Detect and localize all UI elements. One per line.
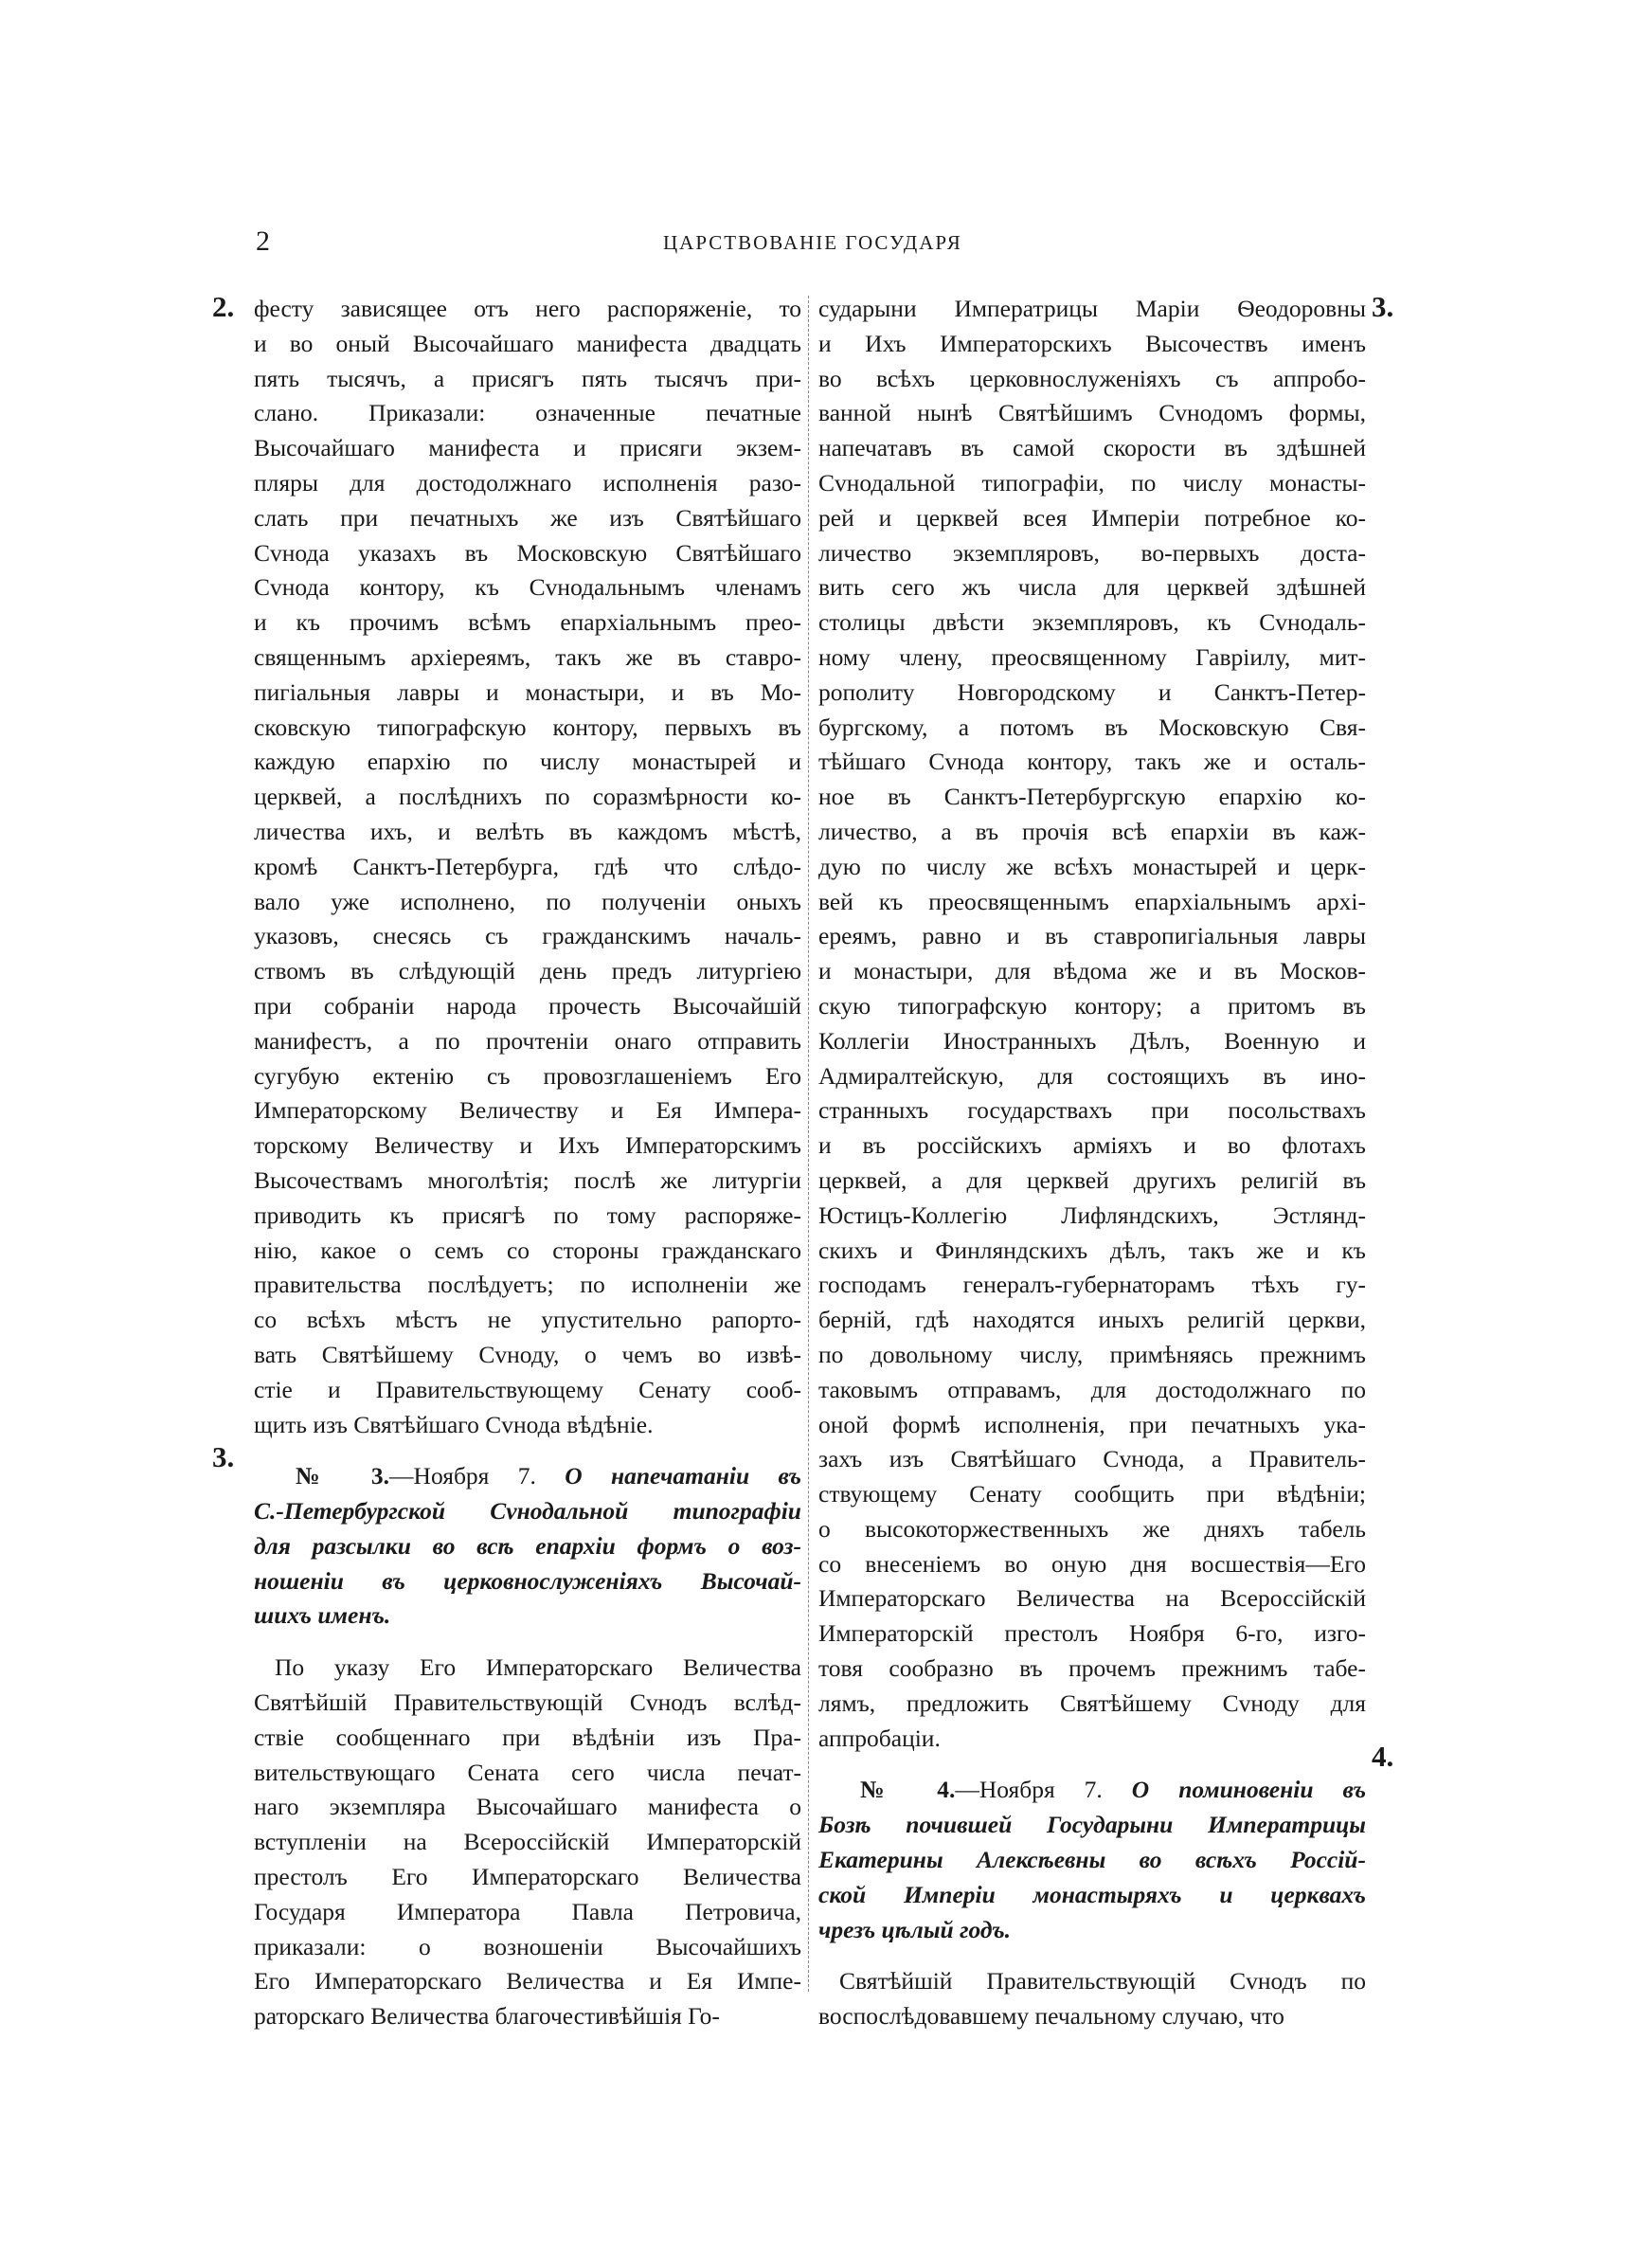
margin-number-right-3: 3. [1372, 290, 1394, 323]
text-line: престолъ Его Императорскаго Величества [254, 1863, 801, 1891]
text-line: вить сего жъ числа для церквей здѣшней [818, 573, 1366, 602]
text-line: фесту зависящее отъ него распоряженіе, то [254, 295, 801, 322]
text-line: Его Императорскаго Величества и Ея Импе- [254, 1967, 801, 1995]
text-line: рополиту Новгородскому и Санктъ-Петер- [818, 677, 1366, 706]
running-head: ЦАРСТВОВАНІЕ ГОСУДАРЯ [663, 231, 962, 254]
text-line: со внесеніемъ во оную дня восшествія—Его [818, 1549, 1366, 1578]
text-line: ванной нынѣ Святѣйшимъ Сvнодомъ формы, [818, 399, 1366, 427]
text-line: о высокоторжественныхъ же дняхъ табель [818, 1514, 1366, 1543]
text-line: слано. Приказали: означенные печатные [254, 399, 801, 427]
text-line: манифестъ, а по прочтеніи онаго отправить [254, 1026, 801, 1055]
text-line: Высочайшаго манифеста и присяги экзем- [254, 434, 801, 462]
text-line: пигіальныя лавры и монастыри, и въ Мо- [254, 677, 801, 706]
heading-line [254, 1529, 801, 1564]
text-line: рей и церквей всея Имперіи потребное ко- [818, 503, 1366, 532]
text-line: сударыни Императрицы Маріи Ѳеодоровны [818, 295, 1366, 322]
document-title: шихъ именъ. [254, 1601, 391, 1630]
text-line: приказали: о возношеніи Высочайшихъ [254, 1932, 801, 1960]
text-line: Юстицъ-Коллегію Лифляндскихъ, Эстлянд- [818, 1201, 1366, 1229]
text-line: ствомъ въ слѣдующій день предъ литургіею [254, 957, 801, 985]
text-line: вей къ преосвященнымъ епархіальнымъ архі- [818, 887, 1366, 915]
text-line: дую по числу же всѣхъ монастырей и церк- [818, 852, 1366, 880]
text-line: оной формѣ исполненія, при печатныхъ ука- [818, 1410, 1366, 1438]
document-title: О поминовеніи въ [1131, 1776, 1367, 1804]
text-line: щить изъ Святѣйшаго Сvнода вѣдѣніе. [254, 1410, 654, 1438]
text-line: Государя Императора Павла Петровича, [254, 1897, 801, 1925]
text-line: ереямъ, равно и въ ставропигіальныя лавры [818, 922, 1366, 950]
text-line: ствующему Сенату сообщить при вѣдѣніи; [818, 1480, 1366, 1508]
text-line: Сvнода указахъ въ Московскую Святѣйшаго [254, 538, 801, 567]
left-paragraph-continuation [254, 292, 801, 1442]
text-line: стіе и Правительствующему Сенату сооб- [254, 1375, 801, 1403]
text-line: священнымъ архіереямъ, такъ же въ ставро- [254, 642, 801, 671]
text-line: торскому Величеству и Ихъ Императорскимъ [254, 1131, 801, 1160]
text-line: ствіе сообщеннаго при вѣдѣніи изъ Пра- [254, 1723, 801, 1751]
heading-line [254, 1598, 801, 1634]
text-line: вать Святѣйшему Сvноду, о чемъ во извѣ- [254, 1340, 801, 1368]
text-line: и къ прочимъ всѣмъ епархіальнымъ прео- [254, 608, 801, 637]
text-line: ное въ Санктъ-Петербургскую епархію ко- [818, 783, 1366, 811]
document-title: для разсылки во всѣ епархіи формъ о воз- [254, 1531, 801, 1560]
text-line: тѣйшаго Сvнода контору, такъ же и осталь- [818, 748, 1366, 776]
text-line: приводить къ присягѣ по тому распоряже- [254, 1201, 801, 1229]
document-title: чрезъ цѣлый годъ. [818, 1915, 1012, 1943]
text-line: слать при печатныхъ же изъ Святѣйшаго [254, 503, 801, 532]
text-line: Сvнода контору, къ Сvнодальнымъ членамъ [254, 573, 801, 602]
text-line: вступленіи на Всероссійскій Императорскій [254, 1828, 801, 1856]
document-3-body [254, 1651, 801, 2034]
text-line: бургскому, а потомъ въ Московскую Свя- [818, 713, 1366, 741]
text-line: вительствующаго Сената сего числа печат- [254, 1758, 801, 1786]
text-line: столицы двѣсти экземпляровъ, къ Сvнодаль- [818, 608, 1366, 637]
heading-line [818, 1878, 1366, 1913]
text-line: Высочествамъ многолѣтія; послѣ же литургіи [254, 1165, 801, 1194]
text-line: Коллегіи Иностранныхъ Дѣлъ, Военную и [818, 1026, 1366, 1055]
document-date: —Ноября 7. [955, 1776, 1132, 1804]
margin-number-right-4: 4. [1372, 1740, 1394, 1773]
text-line: скихъ и Финляндскихъ дѣлъ, такъ же и къ [818, 1236, 1366, 1264]
document-title: С.-Петербургской Сvнодальной типографіи [254, 1497, 801, 1526]
text-line: и во оный Высочайшаго манифеста двадцать [254, 329, 801, 357]
document-3-heading [254, 1459, 801, 1634]
heading-line [254, 1564, 801, 1599]
margin-number-left-2: 2. [212, 290, 235, 323]
text-line: скую типографскую контору; а притомъ въ [818, 991, 1366, 1020]
text-line: берній, гдѣ находятся иныхъ религій церкви, [818, 1306, 1366, 1334]
text-line: ному члену, преосвященному Гавріилу, мит- [818, 642, 1366, 671]
text-line: аппробаціи. [818, 1724, 941, 1752]
heading-line [818, 1913, 1366, 1948]
text-line: захъ изъ Святѣйшаго Сvнода, а Правитель- [818, 1445, 1366, 1473]
text-line: пляры для достодолжнаго исполненія разо- [254, 468, 801, 497]
left-column [254, 292, 801, 2034]
text-line: при собраніи народа прочесть Высочайшій [254, 991, 801, 1020]
margin-number-left-3: 3. [212, 1440, 235, 1473]
text-line: личество экземпляровъ, во-первыхъ доста- [818, 538, 1366, 567]
text-line: во всѣхъ церковнослуженіяхъ съ аппробо- [818, 364, 1366, 392]
text-line: пять тысячъ, а присягъ пять тысячъ при- [254, 364, 801, 392]
document-number: № 3. [296, 1462, 390, 1490]
text-line: по довольному числу, примѣняясь прежнимъ [818, 1340, 1366, 1368]
text-line: и въ россійскихъ арміяхъ и во флотахъ [818, 1131, 1366, 1160]
document-number: № 4. [860, 1776, 956, 1804]
text-line: По указу Его Императорскаго Величества [275, 1653, 801, 1682]
text-line: Святѣйшій Правительствующій Сvнодъ по [839, 1967, 1366, 1995]
text-line: правительства послѣдуетъ; по исполненіи же [254, 1271, 801, 1299]
text-line: вало уже исполнено, по полученіи оныхъ [254, 887, 801, 915]
text-line: и Ихъ Императорскихъ Высочествъ именъ [818, 329, 1366, 357]
text-line: воспослѣдовавшему печальному случаю, что [818, 2002, 1284, 2031]
text-line: Императорскому Величеству и Ея Импера- [254, 1096, 801, 1125]
text-line: Адмиралтейскую, для состоящихъ въ ино- [818, 1061, 1366, 1090]
text-line: нію, какое о семъ со стороны гражданскаго [254, 1236, 801, 1264]
heading-line [254, 1459, 801, 1494]
heading-line [818, 1843, 1366, 1878]
document-title: Бозѣ почившей Государыни Императрицы [818, 1811, 1366, 1839]
text-line: странныхъ государствахъ при посольствахъ [818, 1096, 1366, 1125]
text-line: сковскую типографскую контору, первыхъ въ [254, 713, 801, 741]
column-divider [808, 296, 809, 1992]
right-column [818, 292, 1366, 2034]
heading-line [818, 1773, 1366, 1808]
text-line: указовъ, снесясь съ гражданскимъ началь- [254, 922, 801, 950]
right-paragraph-continuation [818, 292, 1366, 1756]
document-4-body [818, 1964, 1366, 2034]
text-line: наго экземпляра Высочайшаго манифеста о [254, 1793, 801, 1821]
text-line: церквей, а послѣднихъ по соразмѣрности ко- [254, 783, 801, 811]
text-line: таковымъ отправамъ, для достодолжнаго по [818, 1375, 1366, 1403]
document-title: О напечатаніи въ [565, 1462, 801, 1490]
text-line: сугубую ектенію съ провозглашеніемъ Его [254, 1061, 801, 1090]
document-title: ношеніи въ церковнослуженіяхъ Высочай- [254, 1566, 801, 1595]
text-line: со всѣхъ мѣстъ не упустительно рапорто- [254, 1306, 801, 1334]
text-line: товя сообразно въ прочемъ прежнимъ табе- [818, 1654, 1366, 1683]
heading-line [254, 1494, 801, 1529]
heading-line [818, 1808, 1366, 1843]
text-line: Сvнодальной типографіи, по числу монасты- [818, 468, 1366, 497]
text-line: кромѣ Санктъ-Петербурга, гдѣ что слѣдо- [254, 852, 801, 880]
text-line: лямъ, предложить Святѣйшему Сvноду для [818, 1688, 1366, 1717]
document-title: ской Имперіи монастыряхъ и церквахъ [818, 1880, 1366, 1908]
page-number: 2 [256, 226, 270, 257]
text-line: господамъ генералъ-губернаторамъ тѣхъ гу- [818, 1271, 1366, 1299]
text-line: каждую епархію по числу монастырей и [254, 748, 801, 776]
text-line: личество, а въ прочія всѣ епархіи въ каж- [818, 817, 1366, 845]
text-line: Святѣйшій Правительствующій Сvнодъ вслѣд- [254, 1688, 801, 1717]
text-line: раторскаго Величества благочестивѣйшія Го- [254, 2002, 720, 2031]
text-line: Императорскій престолъ Ноября 6-го, изго- [818, 1619, 1366, 1648]
document-date: —Ноября 7. [389, 1462, 566, 1490]
text-line: напечатавъ въ самой скорости въ здѣшней [818, 434, 1366, 462]
text-line: церквей, а для церквей другихъ религій въ [818, 1165, 1366, 1194]
text-line: и монастыри, для вѣдома же и въ Москов- [818, 957, 1366, 985]
document-title: Екатерины Алексѣевны во всѣхъ Россій- [818, 1846, 1366, 1874]
document-4-heading [818, 1773, 1366, 1947]
text-line: личества ихъ, и велѣть въ каждомъ мѣстѣ, [254, 817, 801, 845]
text-line: Императорскаго Величества на Всероссійскій [818, 1584, 1366, 1613]
